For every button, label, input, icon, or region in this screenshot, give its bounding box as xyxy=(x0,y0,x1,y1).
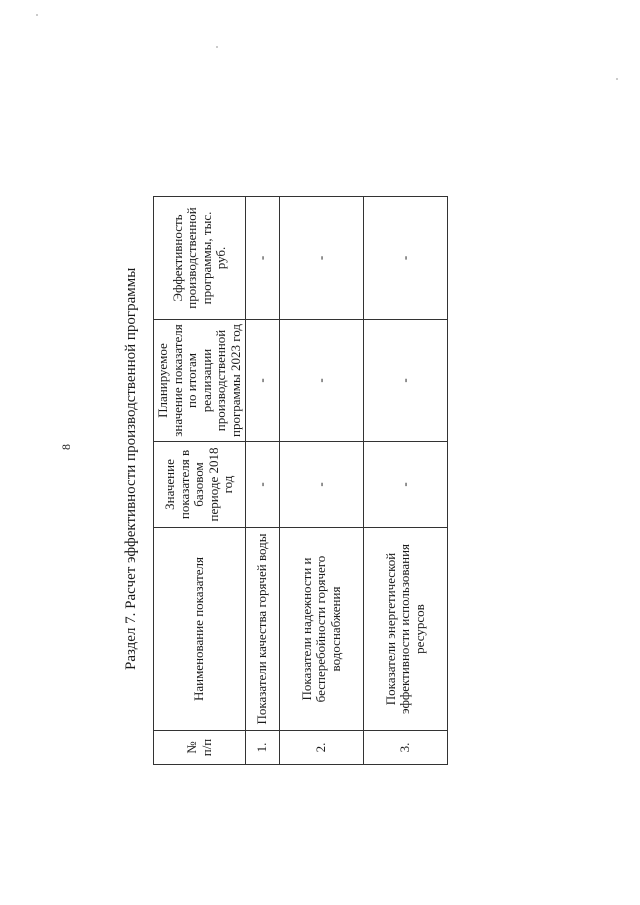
efficiency-value: - xyxy=(363,197,447,320)
header-base-value: Значение показателя в базовом периоде 2018 год xyxy=(154,442,246,528)
table-row xyxy=(246,197,280,765)
efficiency-value: - xyxy=(279,197,363,320)
base-value: - xyxy=(279,442,363,528)
table-row xyxy=(363,197,447,765)
table-row xyxy=(279,197,363,765)
indicator-name: Показатели энергетической эффективности использования ресурсов xyxy=(363,528,447,731)
header-indicator-name: Наименование показателя xyxy=(154,528,246,731)
scan-speck xyxy=(216,46,218,48)
header-number: № п/п xyxy=(154,731,246,765)
base-value: - xyxy=(246,442,280,528)
planned-value: - xyxy=(279,320,363,442)
header-efficiency: Эффективность производственной программы, тыс. руб. xyxy=(154,197,246,320)
scan-speck xyxy=(36,14,38,16)
efficiency-table xyxy=(153,196,448,765)
page-number: 8 xyxy=(59,444,73,450)
planned-value: - xyxy=(246,320,280,442)
planned-value: - xyxy=(363,320,447,442)
header-planned-value: Планируемое значение показателя по итогам реализации производственной программы 2023 год xyxy=(154,320,246,442)
indicator-name: Показатели надежности и бесперебойности горячего водоснабжения xyxy=(279,528,363,731)
row-number: 2. xyxy=(279,731,363,765)
indicator-name: Показатели качества горячей воды xyxy=(246,528,280,731)
base-value: - xyxy=(363,442,447,528)
efficiency-value: - xyxy=(246,197,280,320)
section-title: Раздел 7. Расчет эффективности производственной программы xyxy=(123,267,139,670)
table-header-row xyxy=(154,197,246,765)
row-number: 3. xyxy=(363,731,447,765)
row-number: 1. xyxy=(246,731,280,765)
scan-speck xyxy=(616,78,618,80)
